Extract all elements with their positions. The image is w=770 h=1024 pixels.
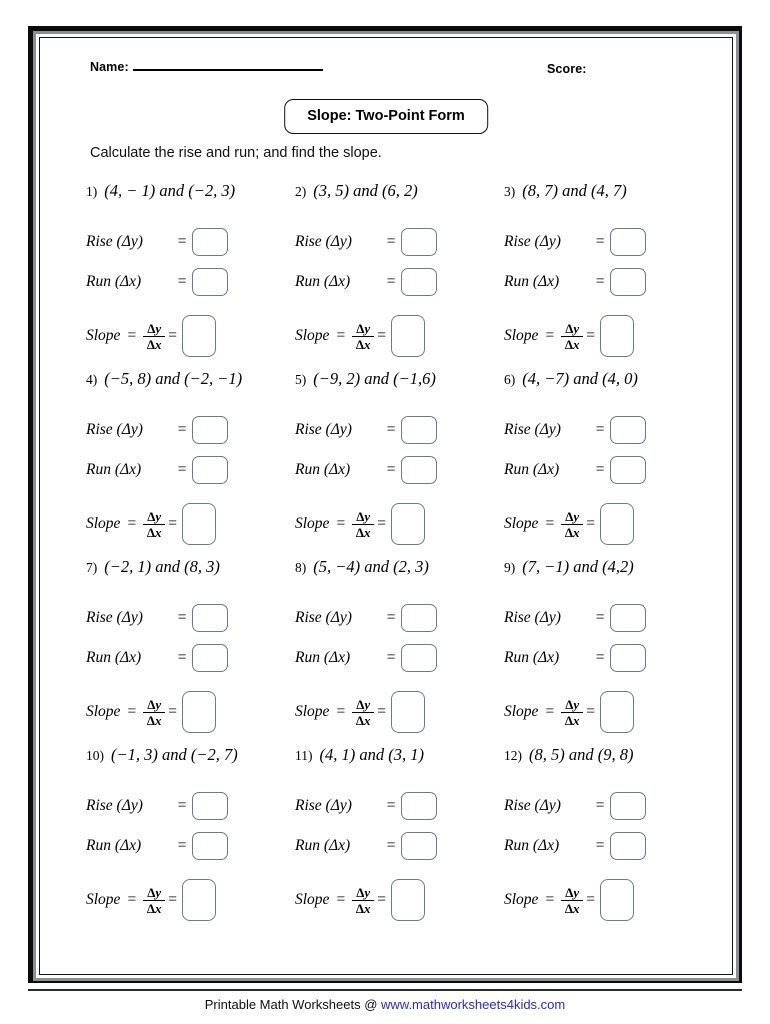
slope-line [86,877,296,923]
problem-heading [295,181,505,203]
problem-number: 2) [295,184,307,199]
delta-fraction [143,698,165,727]
run-answer-box[interactable] [610,268,646,296]
problem-row [86,369,696,557]
problem-grid [86,181,696,933]
problem-points: (−2, 1) and (8, 3) [104,557,220,576]
score-field-group [547,60,587,78]
slope-answer-box[interactable] [600,315,634,357]
equals-sign: = [594,609,606,626]
rise-answer-box[interactable] [610,228,646,256]
run-line [295,450,505,490]
slope-line [504,501,714,547]
equals-sign: = [385,649,397,666]
slope-answer-box[interactable] [182,879,216,921]
problem-row [86,557,696,745]
rise-line [504,598,714,638]
fraction-numerator: Δy [147,508,162,524]
equals-sign: = [594,837,606,854]
delta-fraction [561,698,583,727]
problem-cell [86,369,296,547]
problem-cell [86,181,296,359]
run-answer-box[interactable] [401,644,437,672]
equals-sign: = [176,649,188,666]
slope-label: Slope [295,703,330,720]
fraction-numerator: Δy [147,884,162,900]
problem-row [86,745,696,933]
problem-heading [295,557,505,579]
fraction-numerator: Δy [147,320,162,336]
problem-number: 5) [295,372,307,387]
fraction-numerator: Δy [356,696,371,712]
problem-points: (5, −4) and (2, 3) [313,557,429,576]
equals-sign: = [176,273,188,290]
rise-label: Rise (Δy) [504,609,561,626]
equals-sign: = [594,461,606,478]
slope-line [504,313,714,359]
slope-label: Slope [295,891,330,908]
run-answer-box[interactable] [401,456,437,484]
equals-sign: = [127,515,137,532]
delta-fraction [561,510,583,539]
run-label: Run (Δx) [504,273,560,290]
equals-sign: = [594,421,606,438]
slope-label: Slope [86,327,121,344]
footer [0,997,770,1012]
slope-line [295,501,505,547]
equals-sign: = [385,233,397,250]
equals-sign: = [385,797,397,814]
equals-sign: = [586,891,595,908]
equals-sign: = [545,891,555,908]
equals-sign: = [127,327,137,344]
rise-line [504,222,714,262]
equals-sign: = [168,891,177,908]
fraction-numerator: Δy [565,696,580,712]
fraction-denominator: Δx [146,524,162,540]
run-answer-box[interactable] [192,456,228,484]
slope-line [295,313,505,359]
slope-line [86,501,296,547]
fraction-denominator: Δx [355,524,371,540]
slope-line [504,877,714,923]
name-field-group [90,60,323,74]
equals-sign: = [594,649,606,666]
rise-label: Rise (Δy) [86,421,143,438]
equals-sign: = [586,515,595,532]
name-label: Name: [90,60,129,74]
slope-line [295,877,505,923]
problem-heading [504,557,714,579]
equals-sign: = [377,515,386,532]
problem-points: (−9, 2) and (−1,6) [313,369,436,388]
equals-sign: = [168,703,177,720]
problem-number: 12) [504,748,522,763]
problem-points: (8, 5) and (9, 8) [529,745,634,764]
rise-answer-box[interactable] [401,416,437,444]
rise-label: Rise (Δy) [504,797,561,814]
run-label: Run (Δx) [504,649,560,666]
slope-label: Slope [86,891,121,908]
problem-heading [86,557,296,579]
fraction-denominator: Δx [146,712,162,728]
fraction-numerator: Δy [565,884,580,900]
rise-line [504,786,714,826]
problem-points: (4, − 1) and (−2, 3) [104,181,236,200]
slope-label: Slope [504,703,539,720]
fraction-numerator: Δy [565,320,580,336]
rise-label: Rise (Δy) [504,233,561,250]
fraction-denominator: Δx [564,900,580,916]
run-label: Run (Δx) [86,649,142,666]
score-label: Score: [547,62,587,76]
rise-label: Rise (Δy) [295,609,352,626]
rise-answer-box[interactable] [610,792,646,820]
problem-cell [295,181,505,359]
slope-answer-box[interactable] [600,503,634,545]
delta-fraction [352,322,374,351]
run-answer-box[interactable] [610,456,646,484]
run-label: Run (Δx) [295,273,351,290]
rise-line [86,786,296,826]
problem-cell [504,557,714,735]
fraction-denominator: Δx [355,336,371,352]
fraction-denominator: Δx [355,900,371,916]
rise-line [504,410,714,450]
slope-answer-box[interactable] [391,691,425,733]
equals-sign: = [176,461,188,478]
delta-fraction [352,510,374,539]
problem-cell [86,745,296,923]
slope-answer-box[interactable] [182,315,216,357]
run-answer-box[interactable] [610,832,646,860]
rise-line [295,598,505,638]
fraction-numerator: Δy [565,508,580,524]
run-label: Run (Δx) [504,461,560,478]
equals-sign: = [385,421,397,438]
problem-number: 6) [504,372,516,387]
equals-sign: = [127,703,137,720]
equals-sign: = [385,461,397,478]
equals-sign: = [176,609,188,626]
slope-label: Slope [504,515,539,532]
run-line [86,450,296,490]
run-label: Run (Δx) [86,273,142,290]
slope-label: Slope [295,327,330,344]
rise-line [295,410,505,450]
problem-heading [504,745,714,767]
fraction-denominator: Δx [564,712,580,728]
rise-label: Rise (Δy) [295,421,352,438]
fraction-denominator: Δx [146,900,162,916]
run-answer-box[interactable] [192,268,228,296]
worksheet-title-box [284,99,488,134]
problem-points: (8, 7) and (4, 7) [522,181,627,200]
problem-heading [86,181,296,203]
run-label: Run (Δx) [504,837,560,854]
equals-sign: = [385,273,397,290]
slope-answer-box[interactable] [391,315,425,357]
slope-line [295,689,505,735]
rise-answer-box[interactable] [401,604,437,632]
problem-heading [295,745,505,767]
problem-cell [504,181,714,359]
rise-line [86,598,296,638]
problem-number: 11) [295,748,313,763]
run-answer-box[interactable] [192,644,228,672]
rise-label: Rise (Δy) [86,797,143,814]
problem-heading [504,181,714,203]
run-label: Run (Δx) [295,649,351,666]
run-answer-box[interactable] [401,268,437,296]
run-line [86,262,296,302]
rise-label: Rise (Δy) [86,609,143,626]
slope-line [504,689,714,735]
equals-sign: = [377,891,386,908]
fraction-denominator: Δx [564,336,580,352]
equals-sign: = [176,797,188,814]
slope-label: Slope [295,515,330,532]
fraction-numerator: Δy [356,884,371,900]
delta-fraction [143,510,165,539]
problem-number: 4) [86,372,98,387]
rise-answer-box[interactable] [610,604,646,632]
problem-heading [504,369,714,391]
rise-label: Rise (Δy) [295,797,352,814]
fraction-numerator: Δy [147,696,162,712]
run-line [86,826,296,866]
problem-number: 10) [86,748,104,763]
problem-points: (−1, 3) and (−2, 7) [111,745,238,764]
problem-cell [295,369,505,547]
slope-answer-box[interactable] [182,691,216,733]
rise-label: Rise (Δy) [295,233,352,250]
equals-sign: = [377,327,386,344]
problem-number: 3) [504,184,516,199]
rise-line [86,410,296,450]
equals-sign: = [176,837,188,854]
rise-answer-box[interactable] [401,228,437,256]
equals-sign: = [594,233,606,250]
slope-answer-box[interactable] [600,879,634,921]
run-line [295,262,505,302]
rise-answer-box[interactable] [192,792,228,820]
delta-fraction [143,886,165,915]
equals-sign: = [545,327,555,344]
equals-sign: = [586,327,595,344]
equals-sign: = [168,327,177,344]
rise-line [295,786,505,826]
name-input-rule[interactable] [133,60,323,71]
slope-answer-box[interactable] [182,503,216,545]
rise-line [86,222,296,262]
page-title: Slope: Two-Point Form [307,108,465,124]
footer-link[interactable]: www.mathworksheets4kids.com [381,997,566,1012]
equals-sign: = [176,421,188,438]
rise-label: Rise (Δy) [504,421,561,438]
equals-sign: = [336,891,346,908]
run-line [504,826,714,866]
equals-sign: = [586,703,595,720]
rise-answer-box[interactable] [192,228,228,256]
equals-sign: = [377,703,386,720]
problem-points: (4, 1) and (3, 1) [319,745,424,764]
run-line [504,638,714,678]
delta-fraction [561,886,583,915]
problem-points: (4, −7) and (4, 0) [522,369,638,388]
instruction-text: Calculate the rise and run; and find the slope. [90,145,382,161]
fraction-denominator: Δx [146,336,162,352]
slope-label: Slope [86,515,121,532]
equals-sign: = [127,891,137,908]
equals-sign: = [336,327,346,344]
run-line [86,638,296,678]
fraction-denominator: Δx [564,524,580,540]
run-label: Run (Δx) [86,837,142,854]
problem-cell [86,557,296,735]
delta-fraction [352,886,374,915]
delta-fraction [143,322,165,351]
equals-sign: = [336,703,346,720]
run-line [504,262,714,302]
problem-number: 1) [86,184,98,199]
slope-answer-box[interactable] [600,691,634,733]
equals-sign: = [336,515,346,532]
run-answer-box[interactable] [610,644,646,672]
problem-cell [295,557,505,735]
delta-fraction [561,322,583,351]
slope-label: Slope [504,891,539,908]
slope-line [86,313,296,359]
run-line [295,638,505,678]
equals-sign: = [385,837,397,854]
run-answer-box[interactable] [401,832,437,860]
fraction-numerator: Δy [356,320,371,336]
fraction-numerator: Δy [356,508,371,524]
footer-divider [28,989,742,991]
problem-heading [295,369,505,391]
problem-points: (7, −1) and (4,2) [522,557,634,576]
rise-label: Rise (Δy) [86,233,143,250]
problem-points: (3, 5) and (6, 2) [313,181,418,200]
slope-answer-box[interactable] [391,879,425,921]
slope-answer-box[interactable] [391,503,425,545]
problem-cell [504,745,714,923]
worksheet-content [39,37,733,975]
run-line [295,826,505,866]
equals-sign: = [176,233,188,250]
equals-sign: = [594,797,606,814]
run-answer-box[interactable] [192,832,228,860]
fraction-denominator: Δx [355,712,371,728]
problem-points: (−5, 8) and (−2, −1) [104,369,243,388]
equals-sign: = [545,515,555,532]
problem-number: 9) [504,560,516,575]
problem-cell [504,369,714,547]
run-line [504,450,714,490]
problem-heading [86,745,296,767]
slope-label: Slope [86,703,121,720]
problem-row [86,181,696,369]
rise-line [295,222,505,262]
equals-sign: = [168,515,177,532]
worksheet-header [39,60,733,84]
delta-fraction [352,698,374,727]
problem-cell [295,745,505,923]
problem-number: 7) [86,560,98,575]
equals-sign: = [545,703,555,720]
footer-text: Printable Math Worksheets @ [204,997,381,1012]
rise-answer-box[interactable] [192,416,228,444]
problem-number: 8) [295,560,307,575]
rise-answer-box[interactable] [610,416,646,444]
slope-label: Slope [504,327,539,344]
run-label: Run (Δx) [295,461,351,478]
rise-answer-box[interactable] [401,792,437,820]
run-label: Run (Δx) [86,461,142,478]
run-label: Run (Δx) [295,837,351,854]
slope-line [86,689,296,735]
problem-heading [86,369,296,391]
equals-sign: = [594,273,606,290]
rise-answer-box[interactable] [192,604,228,632]
equals-sign: = [385,609,397,626]
